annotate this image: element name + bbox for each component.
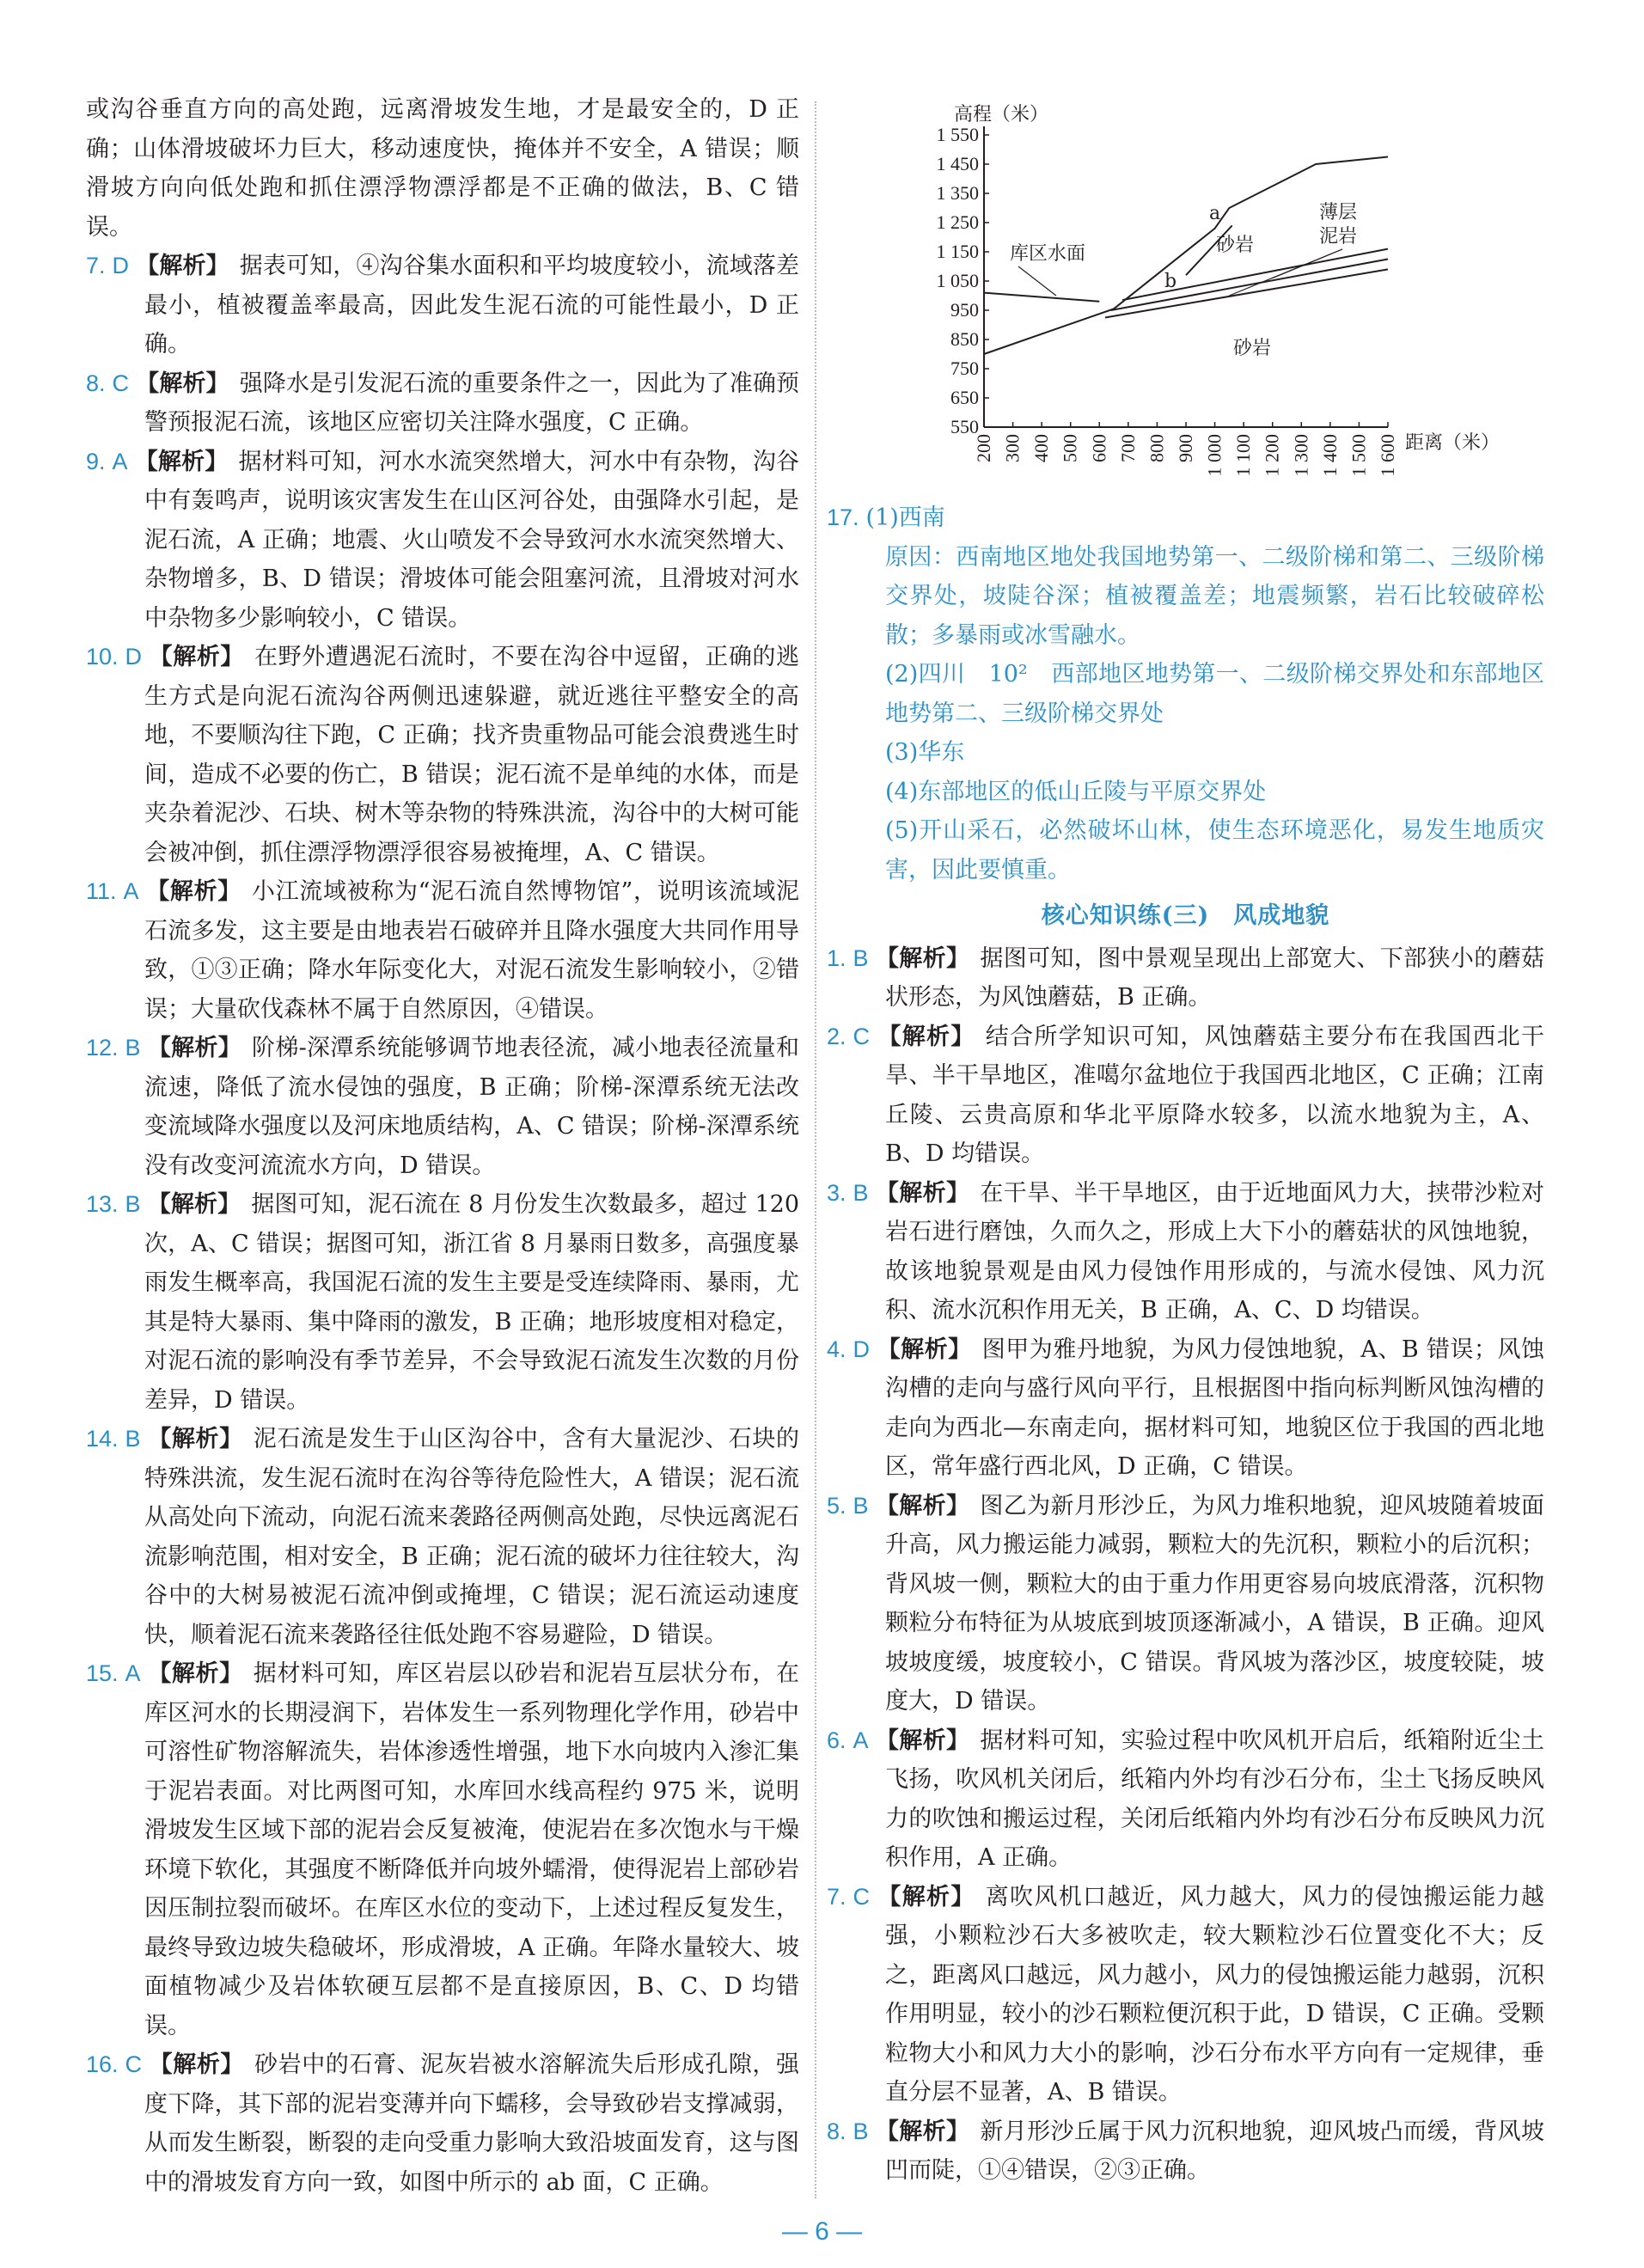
x-tick-label: 500 — [1059, 434, 1081, 462]
x-tick-label: 400 — [1030, 434, 1053, 462]
label-mudstone: 泥岩 — [1319, 226, 1358, 248]
q17-part5: (5)开山采石，必然破坏山林，使生态环境恶化，易发生地质灾害，因此要慎重。 — [885, 817, 1544, 883]
page-number: — 6 — — [781, 2217, 863, 2246]
x-tick-label: 1 500 — [1348, 434, 1370, 477]
q17-part2: (2)四川 10² 西部地区地势第一、二级阶梯交界处和东部地区地势第二、三级阶梯交界处 — [885, 661, 1544, 727]
continued-paragraph: 或沟谷垂直方向的高处跑，远离滑坡发生地，才是最安全的，D 正确；山体滑坡破坏力巨大，移动速度快，掩体并不安全，A 错误；顺滑坡方向向低处跑和抓住漂浮物漂浮都是不正确的做法，B、C 错误。 — [86, 96, 799, 241]
elevation-profile-chart — [920, 96, 1538, 492]
wind-item-1: 1. B 【解析】 据图可知，图中景观呈现出上部宽大、下部狭小的蘑菇状形态，为风蚀蘑菇，B 正确。 — [827, 944, 1545, 1011]
x-tick-label: 200 — [973, 434, 994, 462]
x-axis-label: 距离（米） — [1405, 432, 1500, 454]
wind-item-3: 3. B 【解析】 在干旱、半干旱地区，由于近地面风力大，挟带沙粒对岩石进行磨蚀，久而久之，形成上大下小的蘑菇状的风蚀地貌，故该地貌景观是由风力侵蚀作用形成的，与流水侵蚀、风力沉积、流水沉积作用无关，B 正确，A、C、D 均错误。 — [827, 1179, 1545, 1324]
elevation-profile-svg — [920, 96, 1538, 492]
x-tick-label: 1 300 — [1290, 434, 1312, 477]
wind-item-8: 8. B 【解析】 新月形沙丘属于风力沉积地貌，迎风坡凸而缓，背风坡凹而陡，①④错误，②③正确。 — [827, 2118, 1545, 2184]
wind-item-4: 4. D 【解析】 图甲为雅丹地貌，为风力侵蚀地貌，A、B 错误；风蚀沟槽的走向与盛行风向平行，且根据图中指向标判断风蚀沟槽的走向为西北—东南走向，据材料可知，地貌区位于我国的西北地区，常年盛行西北风，D 正确，C 错误。 — [827, 1336, 1544, 1480]
x-tick-label: 700 — [1116, 434, 1139, 462]
answer-item-8: 8. C 【解析】 强降水是引发泥石流的重要条件之一，因此为了准确预警预报泥石流，该地区应密切关注降水强度，C 正确。 — [86, 370, 800, 436]
y-tick-label: 1 250 — [936, 211, 979, 233]
y-tick-label: 1 150 — [936, 241, 979, 262]
answer-item-16: 16. C 【解析】 砂岩中的石膏、泥灰岩被水溶解流失后形成孔隙，强度下降，其下部的泥岩变薄并向下蠕移，会导致砂岩支撑减弱，从而发生断裂，断裂的走向受重力影响大致沿坡面发育，这与图中的滑坡发育方向一致，如图中所示的 ab 面，C 正确。 — [86, 2051, 800, 2196]
y-tick-label: 850 — [950, 328, 979, 350]
answer-item-17: 17. (1)西南 — [827, 504, 945, 531]
q17-part4: (4)东部地区的低山丘陵与平原交界处 — [885, 778, 1267, 805]
answer-item-10: 10. D 【解析】 在野外遭遇泥石流时，不要在沟谷中逗留，正确的逃生方式是向泥石流沟谷两侧迅速躲避，就近逃往平整安全的高地，不要顺沟往下跑，C 正确；找齐贵重物品可能会浪费逃生时间，造成不必要的伤亡，B 错误；泥石流不是单纯的水体，而是夹杂着泥沙、石块、树木等杂物的特殊洪流，沟谷中的大树可能会被冲倒，抓住漂浮物漂浮很容易被掩埋，A、C 错误。 — [86, 644, 800, 866]
answer-item-12: 12. B 【解析】 阶梯-深潭系统能够调节地表径流，减小地表径流量和流速，降低了流水侵蚀的强度，B 正确；阶梯-深潭系统无法改变流域降水强度以及河床地质结构，A、C 错误；阶梯-深潭系统没有改变河流流水方向，D 错误。 — [86, 1035, 799, 1179]
q17-reason: 原因：西南地区地处我国地势第一、二级阶梯和第二、三级阶梯交界处，坡陡谷深；植被覆盖差；地震频繁，岩石比较破碎松散；多暴雨或冰雪融水。 — [885, 543, 1544, 649]
label-sandstone-lower: 砂岩 — [1233, 338, 1272, 359]
wind-item-5: 5. B 【解析】 图乙为新月形沙丘，为风力堆积地貌，迎风坡随着坡面升高，风力搬运能力减弱，颗粒大的先沉积，颗粒小的后沉积；背风坡一侧，颗粒大的由于重力作用更容易向坡底滑落，沉积物颗粒分布特征为从坡底到坡顶逐渐减小，A 错误，B 正确。迎风坡坡度缓，坡度较小，C 错误。背风坡为落沙区，坡度较陡，坡度大，D 错误。 — [827, 1492, 1545, 1715]
answer-item-7: 7. D 【解析】 据表可知，④沟谷集水面积和平均坡度较小，流域落差最小，植被覆盖率最高，因此发生泥石流的可能性最小，D 正确。 — [86, 253, 800, 358]
y-tick-label: 1 550 — [936, 124, 979, 145]
x-tick-label: 600 — [1088, 434, 1110, 462]
wind-item-7: 7. C 【解析】 离吹风机口越近，风力越大，风力的侵蚀搬运能力越强，小颗粒沙石大多被吹走，较大颗粒沙石位置变化不大；反之，距离风口越远，风力越小，风力的侵蚀搬运能力越弱，沉积作用明显，较小的沙石颗粒便沉积于此，D 错误，C 正确。受颗粒物大小和风力大小的影响，沙石分布水平方向有一定规律，垂直分层不显著，A、B 错误。 — [827, 1883, 1545, 2106]
left-column — [86, 90, 799, 2202]
water-leader-line — [1018, 266, 1056, 296]
answer-item-11: 11. A 【解析】 小江流域被称为“泥石流自然博物馆”，说明该流域泥石流多发，这主要是由地表岩石破碎并且降水强度大共同作用导致，①③正确；降水年际变化大，对泥石流发生影响较小，②错误；大量砍伐森林不属于自然原因，④错误。 — [86, 878, 800, 1023]
column-divider — [815, 101, 816, 2198]
y-tick-label: 1 450 — [936, 153, 979, 174]
q17-part3: (3)华东 — [885, 739, 965, 766]
label-water-surface: 库区水面 — [1010, 243, 1086, 265]
answer-item-13: 13. B 【解析】 据图可知，泥石流在 8 月份发生次数最多，超过 120 次，A、C 错误；据图可知，浙江省 8 月暴雨日数多，高强度暴雨发生概率高，我国泥石流的发生主要是受连续降雨、暴雨，尤其是特大暴雨、集中降雨的激发，B 正确；地形坡度相对稳定，对泥石流的影响没有季节差异，不会导致泥石流发生次数的月份差异，D 错误。 — [86, 1191, 800, 1414]
label-thin-layer: 薄层 — [1319, 202, 1358, 223]
wind-item-2: 2. C 【解析】 结合所学知识可知，风蚀蘑菇主要分布在我国西北干旱、半干旱地区，准噶尔盆地位于我国西北地区，C 正确；江南丘陵、云贵高原和华北平原降水较多，以流水地貌为主，A、B、D 均错误。 — [827, 1023, 1545, 1167]
x-tick-label: 900 — [1175, 434, 1196, 462]
y-tick-label: 650 — [950, 387, 979, 408]
section-title: 核心知识练(三) 风成地貌 — [1041, 902, 1330, 929]
x-tick-label: 300 — [1001, 434, 1024, 462]
answer-item-9: 9. A 【解析】 据材料可知，河水水流突然增大，河水中有杂物，沟谷中有轰鸣声，说明该灾害发生在山区河谷处，由强降水引起，是泥石流，A 正确；地震、火山喷发不会导致河水水流突然增大、杂物增多，B、D 错误；滑坡体可能会阻塞河流，且滑坡对河水中杂物多少影响较小，C 错误。 — [86, 448, 800, 632]
x-tick-label: 1 000 — [1203, 434, 1225, 477]
y-tick-label: 750 — [950, 358, 979, 379]
x-tick-label: 1 600 — [1377, 434, 1398, 477]
profile-line-1 — [984, 293, 1099, 302]
right-column — [827, 498, 1544, 2191]
y-tick-label: 1 050 — [936, 270, 979, 291]
x-tick-label: 1 200 — [1261, 434, 1283, 477]
y-tick-label: 550 — [950, 416, 979, 437]
x-tick-label: 800 — [1146, 434, 1168, 462]
y-axis-label: 高程（米） — [954, 104, 1049, 125]
y-tick-label: 1 350 — [936, 182, 979, 204]
label-sandstone-upper: 砂岩 — [1216, 235, 1255, 256]
wind-item-6: 6. A 【解析】 据材料可知，实验过程中吹风机开启后，纸箱附近尘土飞扬，吹风机关闭后，纸箱内外均有沙石分布，尘土飞扬反映风力的吹蚀和搬运过程，关闭后纸箱内外均有沙石分布反映风力沉积作用，A 正确。 — [827, 1727, 1545, 1871]
x-tick-label: 1 400 — [1318, 434, 1341, 477]
label-point-a: a — [1209, 203, 1221, 224]
y-tick-label: 950 — [950, 299, 979, 321]
label-point-b: b — [1164, 271, 1177, 292]
answer-item-15: 15. A 【解析】 据材料可知，库区岩层以砂岩和泥岩互层状分布，在库区河水的长期浸润下，岩体发生一系列物理化学作用，砂岩中可溶性矿物溶解流失，岩体渗透性增强，地下水向坡内入渗汇集于泥岩表面。对比两图可知，水库回水线高程约 975 米，说明滑坡发生区域下部的泥岩会反复被淹，使泥岩在多次饱水与干燥环境下软化，其强度不断降低并向坡外蠕滑，使得泥岩上部砂岩因压制拉裂而破坏。在库区水位的变动下，上述过程反复发生，最终导致边坡失稳破坏，形成滑坡，A 正确。年降水量较大、坡面植物减少及岩体软硬互层都不是直接原因，B、C、D 均错误。 — [86, 1660, 800, 2039]
x-tick-label: 1 100 — [1232, 434, 1255, 477]
answer-item-14: 14. B 【解析】 泥石流是发生于山区沟谷中，含有大量泥沙、石块的特殊洪流，发生泥石流时在沟谷等待危险性大，A 错误；泥石流从高处向下流动，向泥石流来袭路径两侧高处跑，尽快远离泥石流影响范围，相对安全，B 正确；泥石流的破坏力往往较大，沟谷中的大树易被泥石流冲倒或掩埋，C 错误；泥石流运动速度快，顺着泥石流来袭路径往低处跑不容易避险，D 错误。 — [86, 1426, 800, 1648]
profile-line-3 — [1111, 260, 1388, 311]
